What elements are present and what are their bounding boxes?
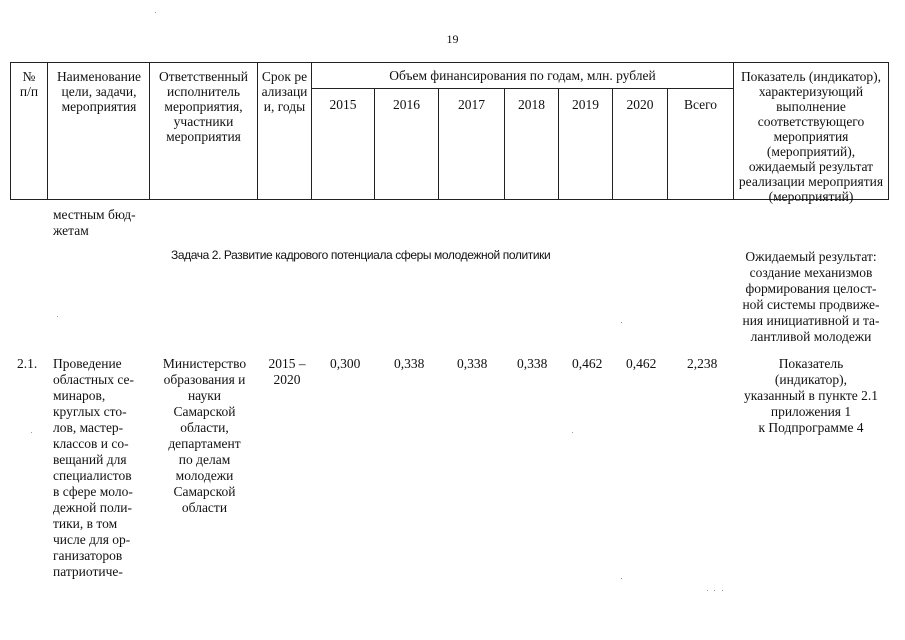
expected-result-line: создание механизмов	[749, 265, 873, 280]
row-responsible-line: образования и	[163, 372, 246, 387]
row-responsible-line: по делам	[178, 452, 231, 467]
header-total: Всего	[683, 97, 718, 112]
col-divider	[47, 62, 48, 200]
row-responsible-line: области,	[180, 420, 229, 435]
row-name-line: вещаний для	[53, 452, 127, 467]
value-2019: 0,462	[572, 356, 603, 371]
scan-speck	[572, 432, 573, 433]
scan-speck	[57, 316, 58, 317]
task-title: Задача 2. Развитие кадрового потенциала сферы молодежной политики	[171, 248, 551, 262]
table-border-right	[888, 62, 889, 200]
row-name-line: числе для ор-	[53, 532, 131, 547]
row-responsible-line: Самарской	[173, 484, 236, 499]
table-border-top	[10, 62, 888, 63]
header-term: Срок реализации, годы	[261, 69, 308, 114]
row-number: 2.1.	[17, 356, 38, 371]
expected-result-line: ния инициативной и та-	[742, 313, 880, 328]
expected-result-line: ной системы продвиже-	[742, 297, 880, 312]
row-name-line: тики, в том	[53, 516, 118, 531]
header-year: 2020	[626, 97, 654, 112]
row-term-line: 2020	[273, 372, 301, 387]
row-name-line: дежной поли-	[53, 500, 133, 515]
header-responsible: Ответственный исполнитель мероприятия, участники мероприятия	[159, 69, 248, 144]
header-year: 2015	[329, 97, 357, 112]
value-2015: 0,300	[330, 356, 361, 371]
scan-speck	[31, 432, 32, 433]
row-name-line: ганизаторов	[53, 548, 123, 563]
value-total: 2,238	[687, 356, 718, 371]
row-indicator-line: приложения 1	[770, 404, 852, 419]
header-funding: Объем финансирования по годам, млн. рублей	[389, 68, 656, 83]
scan-speck	[722, 590, 723, 591]
header-year: 2018	[518, 97, 545, 112]
row-responsible-line: области	[181, 500, 228, 515]
value-2018: 0,338	[517, 356, 548, 371]
row-name-line: Проведение	[53, 356, 122, 371]
row-name-line: областных се-	[53, 372, 134, 387]
value-2016: 0,338	[394, 356, 425, 371]
row-name-line: классов и со-	[53, 436, 129, 451]
header-year: 2016	[393, 97, 420, 112]
row-responsible-line: молодежи	[175, 468, 234, 483]
col-divider	[257, 62, 258, 200]
row-responsible-line: Министерство	[162, 356, 247, 371]
continuation-line: местным бюд-	[53, 207, 136, 222]
header-year: 2019	[572, 97, 599, 112]
row-responsible-line: науки	[187, 388, 222, 403]
value-2020: 0,462	[626, 356, 657, 371]
row-indicator-line: (индикатор),	[774, 372, 848, 387]
continuation-line: жетам	[53, 223, 89, 238]
row-name-line: специалистов	[53, 468, 132, 483]
row-name-line: лов, мастер-	[53, 420, 124, 435]
row-indicator-line: к Подпрограмме 4	[758, 420, 864, 435]
row-indicator-line: Показатель	[778, 356, 844, 371]
expected-result-line: формирования целост-	[745, 281, 877, 296]
header-indicator: Показатель (индикатор), характеризующий выполнение соответствующего мероприятия (мероприятий), ожидаемый результат реализации мероприятия (мероприятий)	[738, 69, 884, 204]
expected-result-line: Ожидаемый результат:	[745, 249, 877, 264]
scan-speck	[707, 590, 708, 591]
scan-speck	[621, 578, 622, 579]
header-year: 2017	[458, 97, 485, 112]
expected-result-line: лантливой молодежи	[750, 329, 872, 344]
row-name-line: в сфере моло-	[53, 484, 133, 499]
table-border-left	[10, 62, 11, 200]
row-responsible-line: департамент	[168, 436, 241, 451]
page-number: 19	[446, 32, 459, 46]
header-name: Наименование цели, задачи, мероприятия	[56, 69, 142, 114]
col-divider	[149, 62, 150, 200]
scan-speck	[155, 12, 156, 13]
row-responsible-line: Самарской	[173, 404, 236, 419]
row-indicator-line: указанный в пункте 2.1	[743, 388, 878, 403]
header-number: № п/п	[19, 69, 39, 99]
row-term-line: 2015 –	[268, 356, 306, 371]
scan-speck	[714, 590, 715, 591]
scan-speck	[621, 322, 622, 323]
value-2017: 0,338	[457, 356, 488, 371]
row-name-line: патриотиче-	[53, 564, 123, 579]
row-name-line: минаров,	[53, 388, 106, 403]
row-name-line: круглых сто-	[53, 404, 127, 419]
col-divider	[733, 62, 734, 200]
